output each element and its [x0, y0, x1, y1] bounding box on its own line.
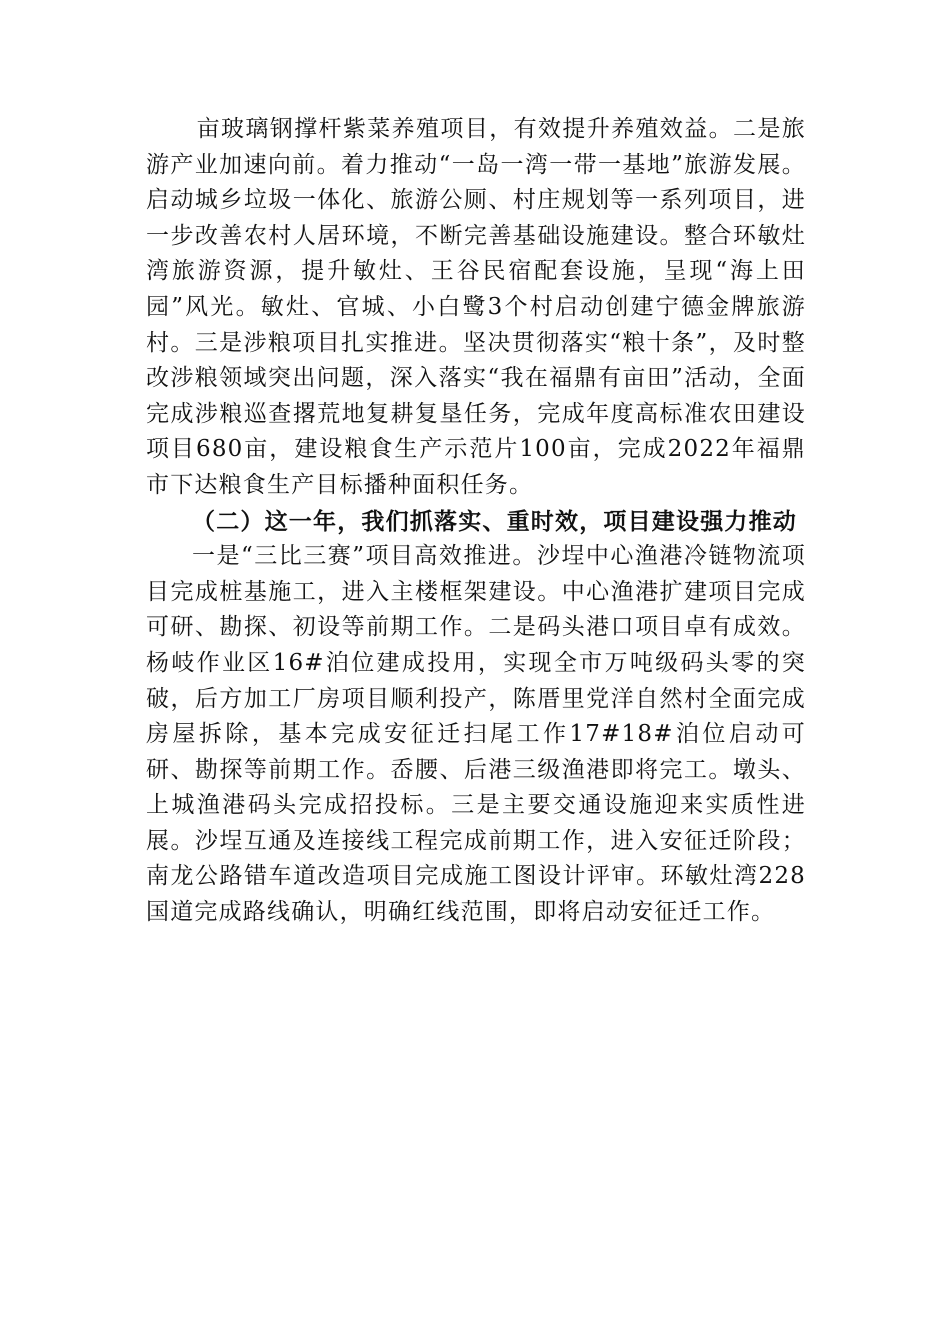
paragraph-projects: 一是“三比三赛”项目高效推进。沙埕中心渔港冷链物流项目完成桩基施工，进入主楼框架建设。中心渔港扩建项目完成可研、勘探、初设等前期工作。二是码头港口项目卓有成效。杨岐作业区16#泊位建成投用，实现全市万吨级码头零的突破，后方加工厂房项目顺利投产，陈厝里党洋自然村全面完成房屋拆除，基本完成安征迁扫尾工作17#18#泊位启动可研、勘探等前期工作。岙腰、后港三级渔港即将完工。墩头、上城渔港码头完成招投标。三是主要交通设施迎来实质性进展。沙埕互通及连接线工程完成前期工作，进入安征迁阶段；南龙公路错车道改造项目完成施工图设计评审。环敏灶湾228国道完成路线确认，明确红线范围，即将启动安征迁工作。 [146, 543, 806, 926]
document-body [146, 112, 806, 931]
paragraph-tourism-grain: 亩玻璃钢撑杆紫菜养殖项目，有效提升养殖效益。二是旅游产业加速向前。着力推动“一岛一湾一带一基地”旅游发展。启动城乡垃圾一体化、旅游公厕、村庄规划等一系列项目，进一步改善农村人居环境，不断完善基础设施建设。整合环敏灶湾旅游资源，提升敏灶、王谷民宿配套设施，呈现“海上田园”风光。敏灶、官城、小白鹭3个村启动创建宁德金牌旅游村。三是涉粮项目扎实推进。坚决贯彻落实“粮十条”，及时整改涉粮领域突出问题，深入落实“我在福鼎有亩田”活动，全面完成涉粮巡查撂荒地复耕复垦任务，完成年度高标准农田建设项目680亩，建设粮食生产示范片100亩，完成2022年福鼎市下达粮食生产目标播种面积任务。 [146, 116, 806, 498]
section-heading-2: （二）这一年，我们抓落实、重时效，项目建设强力推动 [192, 507, 797, 535]
